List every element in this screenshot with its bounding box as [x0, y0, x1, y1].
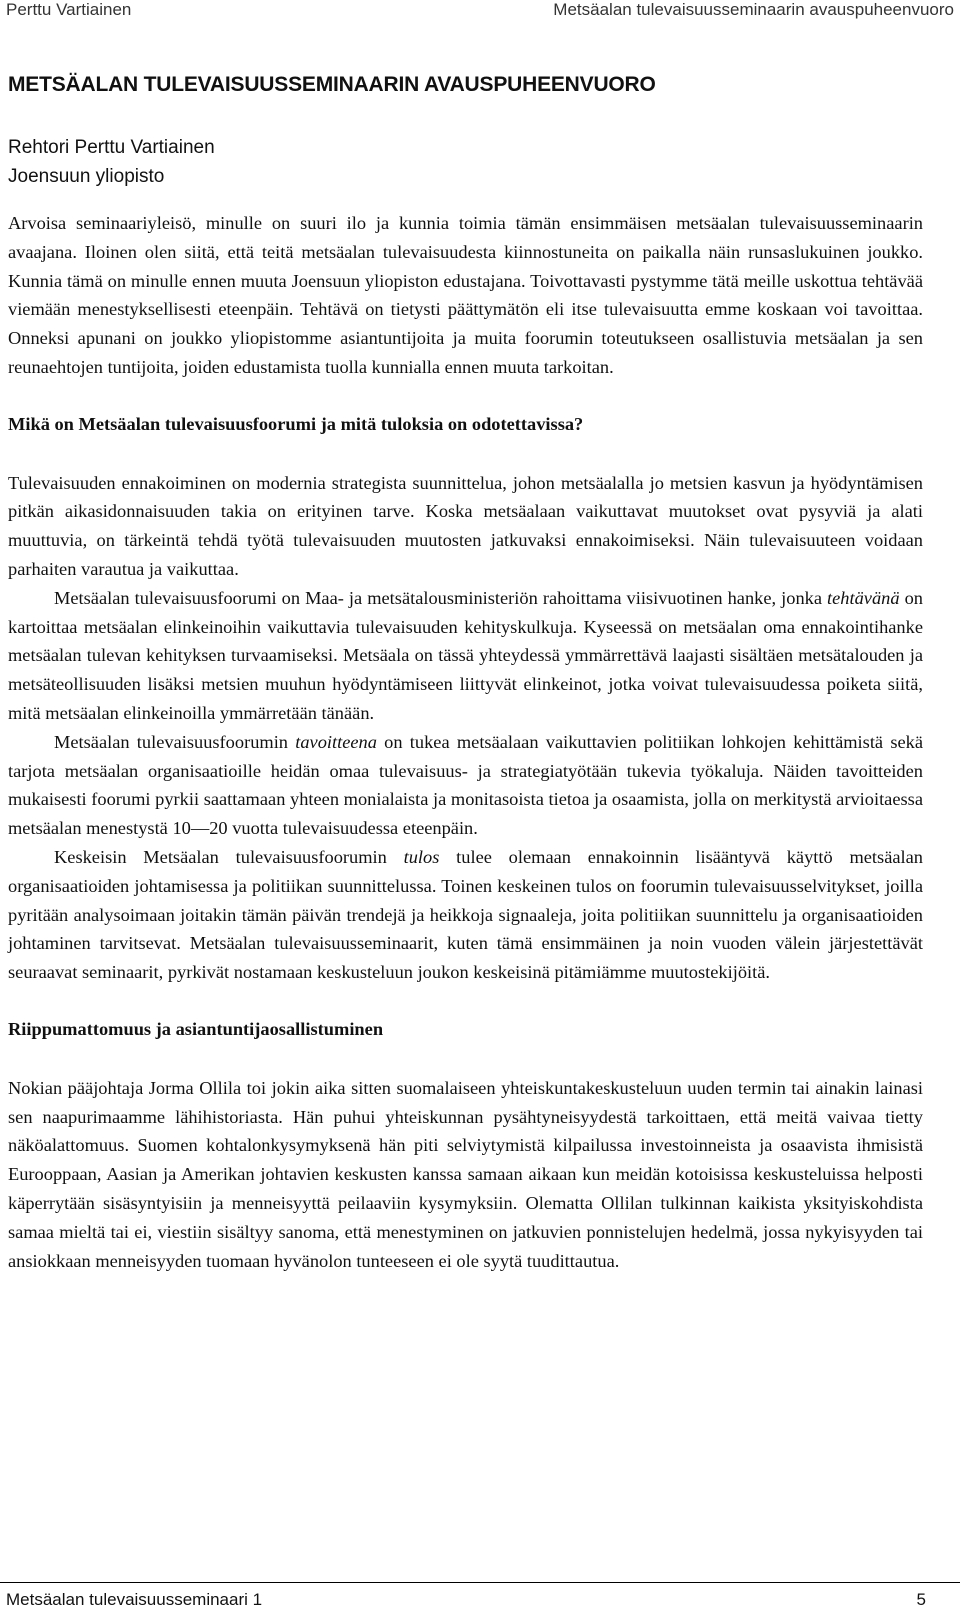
page-footer: [0, 1582, 960, 1617]
text-run: on tukea metsäalaan vaikuttavien politiikan lohkojen kehittämistä sekä tarjota metsäalan organisaatioille heidän omaa tulevaisuus- ja strategiatyötään tukevia työkaluja. Näiden tavoitteiden mukaisesti foorumi pyrkii saattamaan yhteen monialaista ja monitasoista tietoa ja osaamista, jolla on merkitystä arvioitaessa metsäalan menestystä 10—20 vuotta tulevaisuudessa eteenpäin.: [8, 731, 923, 839]
paragraph-ollila: Nokian pääjohtaja Jorma Ollila toi jokin aika sitten suomalaiseen yhteiskuntakeskusteluun uuden termin tai ainakin lainasi sen naapurimaamme lähihistoriasta. Hän puhui yhteiskunnan pysähtyneisyydestä tarkoittaen, että meitä vaivaa tietty näköalattomuus. Suomen kohtalonkysymyksenä hän piti selviytymistä kilpailussa investoinneista ja osaavista ihmisistä Eurooppaan, Aasian ja Amerikan johtavien keskusten kanssa samaan aikaan kun meidän kotoisissa keskusteluissa helposti käperrytään sisäsyntyisiin ja menneisyyttä peilaaviin kysymyksiin. Olematta Ollilan tulkinnan kaikista yksityiskohdista samaa mieltä tai ei, viestiin sisältyy sanoma, että menestyminen on jatkuvien ponnistelujen hedelmä, jossa nykyisyyden tai ansiokkaan menneisyyden tuomaan hyvänolon tunteeseen ei ole syytä tuudittautua.: [8, 1077, 923, 1271]
article-body: [8, 209, 923, 1275]
author-affiliation: Joensuun yliopisto: [8, 166, 165, 187]
text-run: on kartoittaa metsäalan elinkeinoihin vaikuttavia tulevaisuuden kehityskulkuja. Kyseessä on metsäalan oma ennakointihanke metsäalan tulevan kehityksen turvaamiseksi. Metsäala on tässä yhteydessä ymmärrettävä laajasti sisältäen metsätalouden ja metsäteollisuuden lisäksi metsien muuhun hyödyntämiseen liittyvät elinkeinot, jotka voivat tulevaisuudessa poiketa siitä, mitä metsäalan elinkeinoilla ymmärretään tänään.: [8, 587, 923, 723]
section-heading-independence: Riippumattomuus ja asiantuntijaosallistuminen: [8, 1018, 384, 1039]
page-number: 5: [916, 1590, 926, 1609]
author-name: Rehtori Perttu Vartiainen: [8, 137, 215, 158]
emphasis-task: tehtävänä: [827, 587, 900, 608]
running-head-author: Perttu Vartiainen: [6, 0, 132, 19]
emphasis-result: tulos: [403, 846, 440, 867]
text-run: Metsäalan tulevaisuusfoorumi on Maa- ja metsätalousministeriön rahoittama viisivuotinen hanke, jonka: [54, 587, 828, 608]
paragraph-forecasting: Tulevaisuuden ennakoiminen on modernia strategista suunnittelua, johon metsäalalla jo metsien kasvun ja hyödyntämisen pitkän aikasidonnaisuuden takia on erityinen tarve. Koska metsäalaan vaikuttavat muutokset ovat pysyviä ja alati muuttuvia, on tärkeintä tehdä työtä tulevaisuuden muutosten jatkuvaksi ennakoimiseksi. Näin tulevaisuuteen voidaan parhaiten varautua ja vaikuttaa.: [8, 472, 923, 579]
section-heading-forum: Mikä on Metsäalan tulevaisuusfoorumi ja mitä tuloksia on odotettavissa?: [8, 413, 584, 434]
emphasis-goal: tavoitteena: [295, 731, 377, 752]
paragraph-forum-goal: [8, 728, 923, 843]
text-run: Keskeisin Metsäalan tulevaisuusfoorumin: [54, 846, 404, 867]
running-head: [0, 0, 960, 24]
paragraph-intro: Arvoisa seminaariyleisö, minulle on suuri ilo ja kunnia toimia tämän ensimmäisen metsäalan tulevaisuusseminaarin avaajana. Iloinen olen siitä, että teitä metsäalan tulevaisuudesta kiinnostuneita on paikalla näin runsaslukuinen joukko. Kunnia tämä on minulle ennen muuta Joensuun yliopiston edustajana. Toivottavasti pystymme tätä meille uskottua tehtävää viemään menestyksellisesti eteenpäin. Tehtävä on tietysti päättymätön eli itse tulevaisuutta emme koskaan voi tavoittaa. Onneksi apunani on joukko yliopistomme asiantuntijoita ja muita foorumin toteutukseen osallistuvia metsäalan ja sen reunaehtojen tuntijoita, joiden edustamista tuolla kunnialla ennen muuta tarkoitan.: [8, 213, 923, 377]
page-title: METSÄALAN TULEVAISUUSSEMINAARIN AVAUSPUHEENVUORO: [8, 73, 656, 96]
footer-publication: Metsäalan tulevaisuusseminaari 1: [6, 1590, 263, 1609]
author-block: [8, 133, 215, 191]
text-run: tulee olemaan ennakoinnin lisääntyvä käyttö metsäalan organisaatioiden johtamisessa ja politiikan suunnittelussa. Toinen keskeinen tulos on foorumin tulevaisuusselvitykset, joilla pyritään analysoimaan joitakin tämän päivän trendejä ja heikkoja signaaleja, joita politiikan suunnittelu ja organisaatioiden johtaminen tarvitsevat. Metsäalan tulevaisuusseminaarit, kuten tämä ensimmäinen ja noin vuoden välein järjestettävät seuraavat seminaarit, pyrkivät nostamaan keskusteluun joukon keskeisinä pitämiämme muutostekijöitä.: [8, 846, 923, 983]
paragraph-forum-result: [8, 843, 923, 987]
paragraph-forum-task: [8, 584, 923, 728]
text-run: Metsäalan tulevaisuusfoorumin: [54, 731, 296, 752]
running-head-title: Metsäalan tulevaisuusseminaarin avauspuheenvuoro: [553, 0, 954, 19]
